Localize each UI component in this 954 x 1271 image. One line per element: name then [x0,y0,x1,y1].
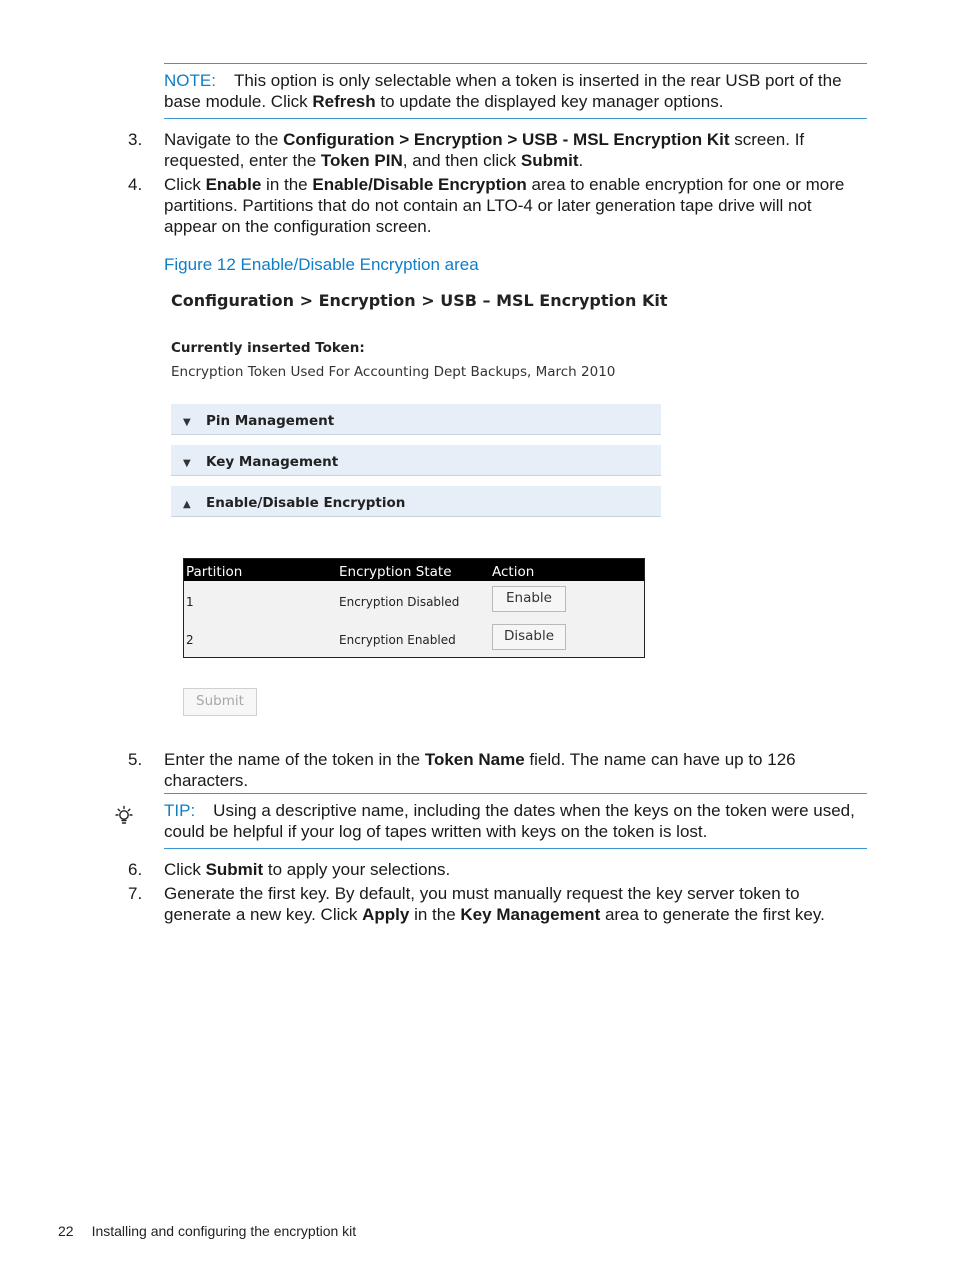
cell-partition: 2 [186,633,194,647]
step-number: 6. [128,860,143,879]
token-heading: Currently inserted Token: [171,340,365,356]
step-number: 7. [128,884,143,903]
token-value: Encryption Token Used For Accounting Dept Backups, March 2010 [171,364,616,380]
step-number: 4. [128,175,143,194]
enable-button[interactable]: Enable [492,586,566,612]
note-text-1: This option is only selectable when a token is inserted in the rear USB port of the base module. Click [164,71,842,111]
note-refresh: Refresh [312,92,376,111]
header-partition: Partition [186,564,243,580]
figure-title: Configuration > Encryption > USB – MSL Encryption Kit [171,291,668,310]
section-label: Pin Management [206,413,335,429]
step-text: Click Submit to apply your selections. [164,860,451,879]
section-pin-management[interactable] [171,404,661,435]
step-number: 3. [128,130,143,149]
step-5 [128,749,868,790]
cell-state: Encryption Disabled [339,595,460,609]
header-action: Action [492,564,535,580]
step-6 [128,859,868,881]
submit-button[interactable]: Submit [183,688,257,716]
section-enable-disable-encryption[interactable] [171,486,661,517]
note-box [164,63,867,119]
step-text: Generate the first key. By default, you must manually request the key server token to generate a new key. Click Apply in the Key Management area to generate the first key. [164,884,825,924]
tip-box [164,793,867,849]
partition-table [183,558,645,658]
step-4 [128,174,868,240]
section-key-management[interactable] [171,445,661,476]
cell-state: Encryption Enabled [339,633,456,647]
lightbulb-icon [113,805,135,827]
step-7 [128,883,868,927]
section-label: Enable/Disable Encryption [206,495,406,511]
figure-caption: Figure 12 Enable/Disable Encryption area [164,255,479,274]
page-number: 22 [58,1223,74,1239]
step-text: Click Enable in the Enable/Disable Encryption area to enable encryption for one or more partitions. Partitions that do not contain an LTO-4 or later generation tape drive will not appear on the configuration screen. [164,175,845,236]
footer-title: Installing and configuring the encryption kit [91,1223,357,1239]
expand-arrow-icon: ▲ [183,499,191,510]
note-text-2: to update the displayed key manager options. [375,92,724,111]
header-encryption-state: Encryption State [339,564,452,580]
note-label: NOTE: [164,71,216,90]
step-text: Enter the name of the token in the Token Name field. The name can have up to 126 characters. [164,750,796,790]
tip-label: TIP: [164,801,196,820]
table-header [184,559,644,581]
step-3 [128,129,868,173]
tip-text: Using a descriptive name, including the dates when the keys on the token were used, could be helpful if your log of tapes written with keys on the token is lost. [164,801,855,841]
figure-screenshot [164,280,684,730]
step-text: Navigate to the Configuration > Encryption > USB - MSL Encryption Kit screen. If requested, enter the Token PIN, and then click Submit. [164,130,805,170]
page-footer [58,1221,356,1242]
section-label: Key Management [206,454,339,470]
step-number: 5. [128,750,143,769]
collapse-arrow-icon: ▼ [183,417,191,428]
collapse-arrow-icon: ▼ [183,458,191,469]
disable-button[interactable]: Disable [492,624,566,650]
cell-partition: 1 [186,595,194,609]
